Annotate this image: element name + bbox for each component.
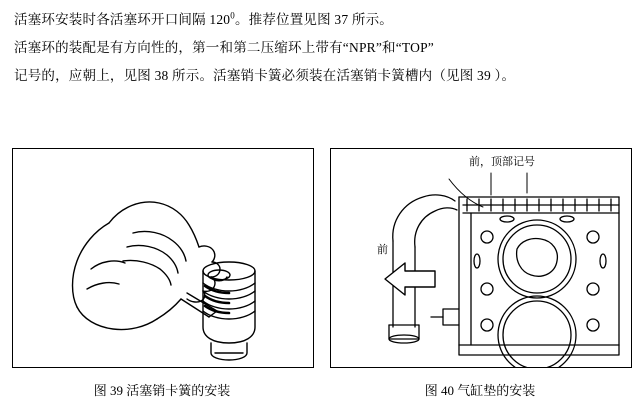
- paragraph-1: [14, 6, 628, 34]
- piston-circlip-installation-drawing: [13, 149, 313, 367]
- cylinder-gasket-installation-drawing: [331, 149, 631, 367]
- figure-39-caption: 图 39 活塞销卡簧的安装: [93, 383, 231, 398]
- figure-40-label-top: 前，顶部记号: [469, 156, 535, 168]
- paragraph-1-text-after: 。推荐位置见图 37 所示。: [234, 12, 393, 27]
- figure-40-label-front: 前: [377, 244, 388, 256]
- degree-superscript: 0: [230, 10, 235, 21]
- figure-40-image: [330, 148, 632, 368]
- figure-39: [12, 148, 312, 399]
- paragraph-1-text-before: 活塞环安装时各活塞环开口间隔 120: [14, 12, 231, 27]
- paragraph-2: 活塞环的装配是有方向性的，第一和第二压缩环上带有“NPR”和“TOP”: [14, 40, 434, 55]
- paragraph-3: 记号的，应朝上，见图 38 所示。活塞销卡簧必须装在活塞销卡簧槽内（见图 39 ）。: [14, 68, 516, 83]
- figure-40: [330, 148, 630, 399]
- figure-39-image: [12, 148, 314, 368]
- figure-40-caption: 图 40 气缸垫的安装: [424, 383, 536, 398]
- figure-group: [12, 148, 630, 399]
